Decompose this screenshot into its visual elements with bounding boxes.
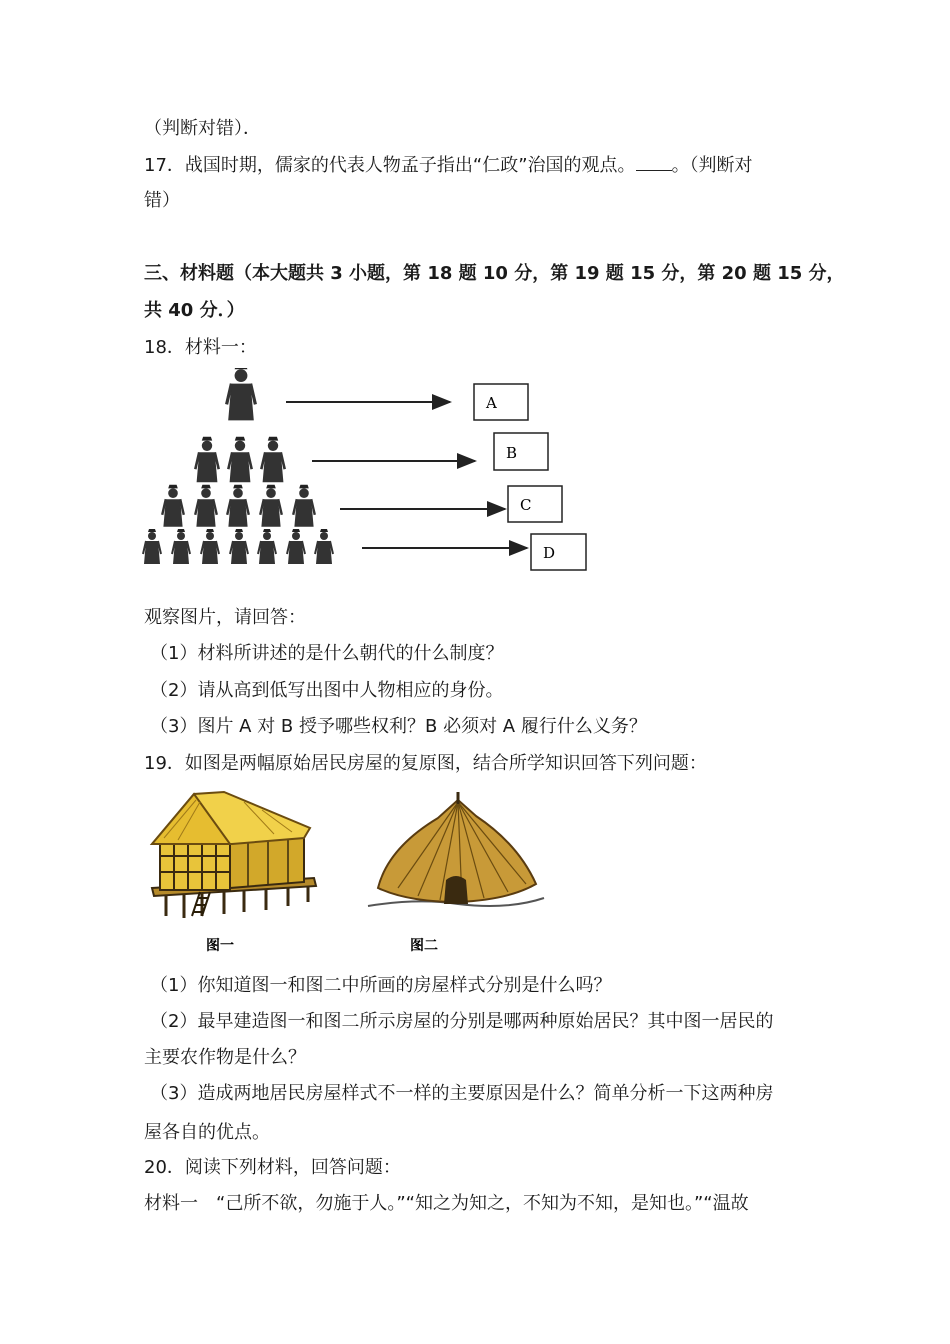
peasant-figures bbox=[143, 529, 333, 564]
q19-sub3-line2: 屋各自的优点。 bbox=[144, 1122, 270, 1143]
q17-text bbox=[144, 154, 753, 177]
q19-sub2-line2: 主要农作物是什么？ bbox=[144, 1047, 306, 1068]
q18-prompt: 观察图片，请回答： bbox=[144, 607, 306, 628]
box-d bbox=[531, 534, 586, 570]
q19-sub1: （1）你知道图一和图二中所画的房屋样式分别是什么吗？ bbox=[150, 975, 612, 996]
box-d-label: D bbox=[543, 544, 556, 562]
caption-fig2: 图二 bbox=[410, 938, 438, 954]
box-c-label: C bbox=[520, 496, 532, 514]
q16-tail: （判断对错）． bbox=[144, 118, 261, 139]
q18-sub1: （1）材料所讲述的是什么朝代的什么制度？ bbox=[150, 643, 504, 664]
q18-sub3: （3）图片 A 对 B 授予哪些权利？B 必须对 A 履行什么义务？ bbox=[150, 716, 647, 737]
q20-material1: 材料一 “己所不欲，勿施于人。”“知之为知之，不知为不知，是知也。”“温故 bbox=[144, 1193, 749, 1214]
q19-sub2-line1: （2）最早建造图一和图二所示房屋的分别是哪两种原始居民？其中图一居民的 bbox=[150, 1011, 774, 1032]
knight-figures bbox=[162, 485, 315, 527]
q17-text-wrap: 错） bbox=[144, 190, 180, 211]
q19-intro: 19．如图是两幅原始居民房屋的复原图，结合所学知识回答下列问题： bbox=[144, 753, 707, 774]
q18-intro: 18．材料一： bbox=[144, 337, 257, 358]
q19-sub3-line1: （3）造成两地居民房屋样式不一样的主要原因是什么？简单分析一下这两种房 bbox=[150, 1083, 774, 1104]
hut-figure bbox=[358, 788, 554, 954]
box-a-label: A bbox=[486, 394, 497, 412]
feudal-hierarchy-figure bbox=[140, 368, 600, 580]
stilt-house-figure bbox=[144, 788, 320, 954]
box-b bbox=[494, 433, 548, 470]
q17-answer-blank[interactable] bbox=[636, 154, 672, 171]
lord-figures bbox=[195, 437, 284, 483]
caption-fig1: 图一 bbox=[206, 938, 234, 954]
q17-text-after: 。（判断对 bbox=[671, 155, 753, 176]
section3-heading-line2: 共 40 分．） bbox=[144, 300, 245, 321]
box-c bbox=[508, 486, 562, 522]
box-b-label: B bbox=[506, 444, 518, 462]
q17-text-before: 17．战国时期，儒家的代表人物孟子指出“仁政”治国的观点。 bbox=[144, 155, 636, 176]
king-figure bbox=[227, 368, 256, 420]
section3-heading-line1: 三、材料题（本大题共 3 小题，第 18 题 10 分，第 19 题 15 分，第 20 题 15 分， bbox=[144, 263, 845, 284]
box-a bbox=[474, 384, 528, 420]
q18-sub2: （2）请从高到低写出图中人物相应的身份。 bbox=[150, 680, 504, 701]
q20-intro: 20．阅读下列材料，回答问题： bbox=[144, 1157, 401, 1178]
